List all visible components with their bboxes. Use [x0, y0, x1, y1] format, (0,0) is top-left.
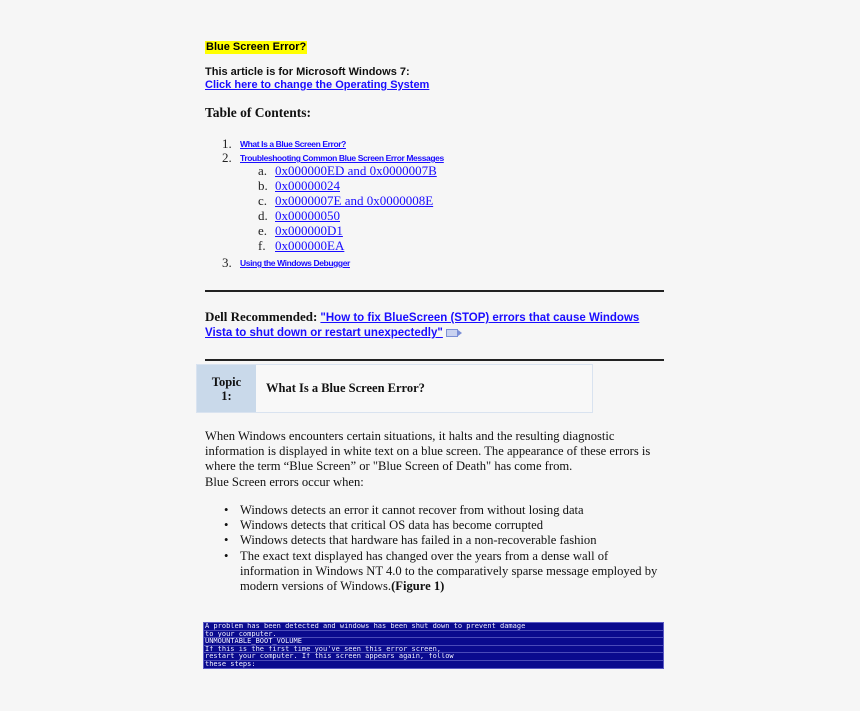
toc-link-0x00000024[interactable]: 0x00000024 [275, 178, 340, 193]
toc-link-what-is-bsod[interactable]: What Is a Blue Screen Error? [240, 139, 346, 149]
toc-heading: Table of Contents: [205, 105, 312, 120]
toc-subitem-letter: e. [258, 223, 268, 238]
toc-link-0x000000EA[interactable]: 0x000000EA [275, 238, 345, 253]
bullet-icon: • [224, 548, 229, 563]
article-title-highlight: Blue Screen Error? [206, 41, 307, 53]
list-item-text: Windows detects an error it cannot recover from without losing data [240, 503, 584, 517]
toc-subitem-letter: b. [258, 178, 268, 193]
change-os-link[interactable]: Click here to change the Operating System [205, 79, 430, 91]
toc-item-number: 1. [222, 136, 232, 151]
toc-link-windows-debugger[interactable]: Using the Windows Debugger [240, 258, 350, 268]
dell-recommended-label: Dell Recommended: [205, 309, 318, 324]
toc-link-0x000000D1[interactable]: 0x000000D1 [275, 223, 343, 238]
dell-recommended-link[interactable]: "How to fix BlueScreen (STOP) errors that cause Windows Vista to shut down or restart unexpectedly" [205, 312, 640, 339]
bullet-icon: • [224, 533, 229, 548]
body-paragraph [205, 429, 670, 490]
bullet-icon: • [224, 503, 229, 517]
bsod-line: these steps: [205, 660, 256, 668]
topic-title: What Is a Blue Screen Error? [266, 381, 425, 395]
list-item [205, 503, 670, 518]
list-item [205, 518, 670, 533]
list-item-text: The exact text displayed has changed over the years from a dense wall of information in Windows NT 4.0 to the comparatively sparse message employed by modern versions of Windows. [240, 548, 658, 594]
list-item [205, 549, 670, 595]
bsod-line: restart your computer. If this screen appears again, follow [204, 653, 663, 661]
dell-recommended [205, 310, 665, 340]
toc-item-number: 2. [222, 150, 232, 165]
figure-reference: (Figure 1) [391, 579, 445, 594]
os-applicability-text: This article is for Microsoft Windows 7: [205, 66, 410, 78]
bsod-figure [203, 622, 664, 669]
topic-number: 1: [221, 388, 232, 403]
toc-link-troubleshooting[interactable]: Troubleshooting Common Blue Screen Error Messages [240, 153, 444, 163]
toc-link-0x000000ED[interactable]: 0x000000ED and 0x0000007B [275, 163, 437, 178]
intro-paragraph: When Windows encounters certain situations, it halts and the resulting diagnostic information is displayed in white text on a blue screen. The appearance of these errors is where the term “Blue Screen” or "Blue Screen of Death" has come from. [205, 429, 651, 474]
topic-label [197, 365, 256, 412]
list-item-text: Windows detects that critical OS data has become corrupted [240, 518, 544, 533]
topic-label-word: Topic [211, 374, 242, 389]
bsod-line: UNMOUNTABLE_BOOT_VOLUME [204, 638, 663, 646]
toc-link-0x00000050[interactable]: 0x00000050 [275, 208, 340, 223]
toc-subitem-letter: a. [258, 163, 268, 178]
bsod-line: If this is the first time you've seen this error screen, [204, 646, 663, 654]
list-item [205, 533, 670, 548]
toc-subitem-letter: c. [258, 193, 268, 208]
bullet-icon: • [224, 518, 229, 533]
section-divider [205, 290, 664, 292]
bsod-line: A problem has been detected and windows has been shut down to prevent damage [204, 623, 663, 631]
external-link-icon[interactable] [446, 329, 458, 337]
bsod-line: to your computer. [204, 631, 663, 639]
toc-subitem-letter: d. [258, 208, 268, 223]
toc-link-0x0000007E[interactable]: 0x0000007E and 0x0000008E [275, 193, 434, 208]
list-item-text: Windows detects that hardware has failed in a non-recoverable fashion [240, 533, 597, 548]
causes-list [205, 503, 670, 594]
toc-subitem-letter: f. [258, 238, 266, 253]
topic-header-box [196, 364, 593, 413]
bullets-intro: Blue Screen errors occur when: [205, 474, 364, 489]
toc-item-number: 3. [222, 255, 232, 270]
section-divider [205, 359, 664, 361]
